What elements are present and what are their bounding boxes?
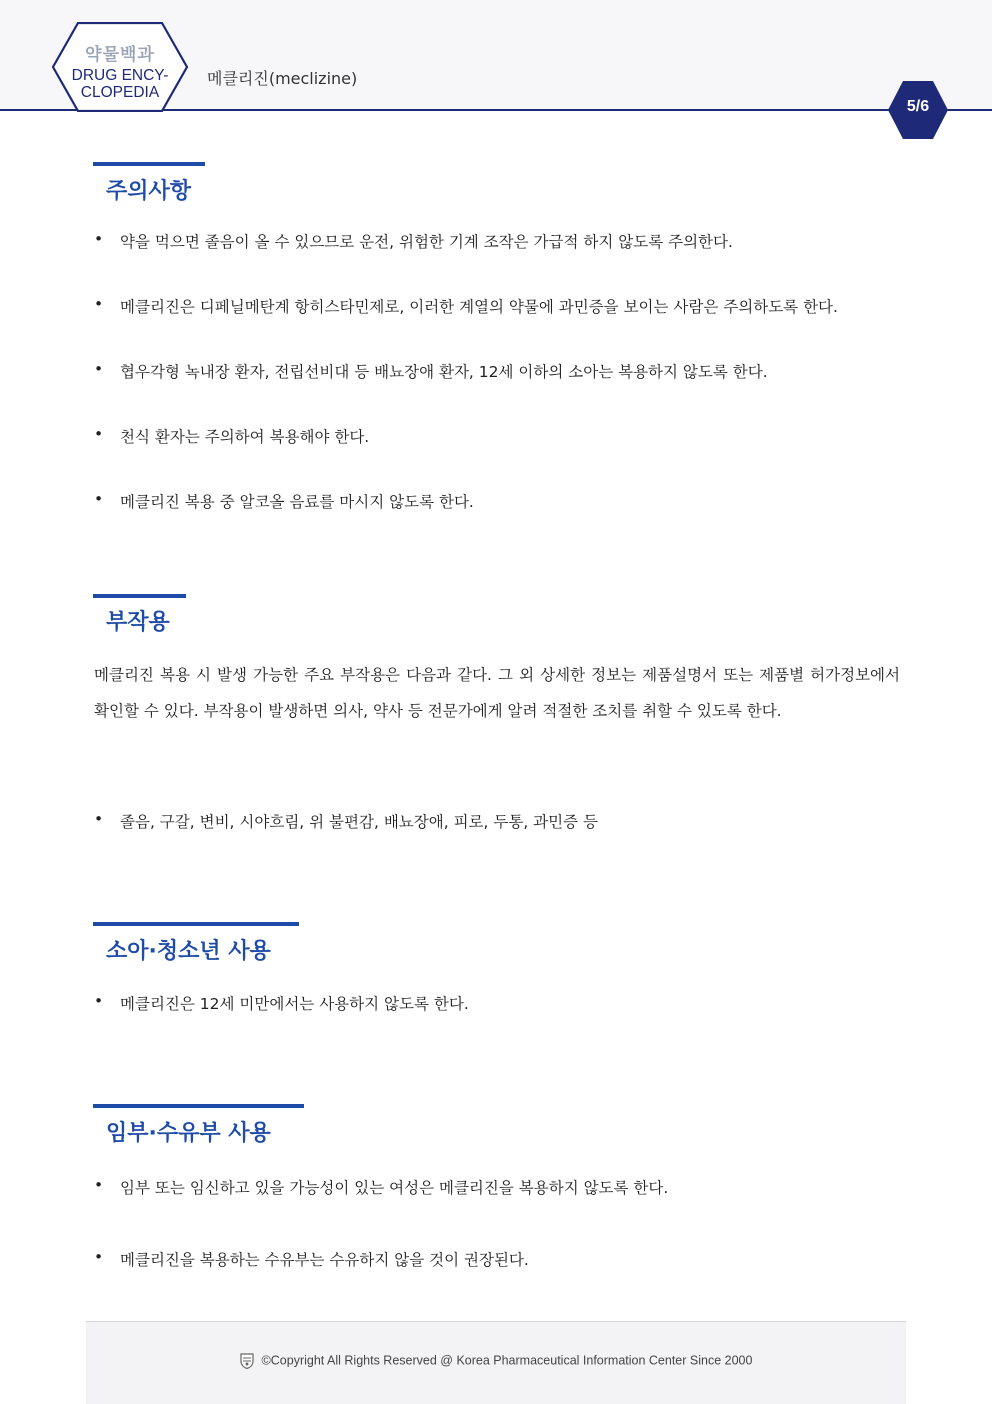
logo-subtitle-line2: CLOPEDIA <box>80 84 160 101</box>
section-heading-pediatric: 소아·청소년 사용 <box>106 939 271 964</box>
list-item: • 메클리진을 복용하는 수유부는 수유하지 않을 것이 권장된다. <box>94 1248 668 1270</box>
list-item: • 임부 또는 임신하고 있을 가능성이 있는 여성은 메클리진을 복용하지 않도록 한다. <box>94 1176 668 1248</box>
pediatric-list <box>94 992 469 1014</box>
section-bar-pediatric <box>93 922 299 926</box>
section-heading-precautions: 주의사항 <box>106 179 192 204</box>
section-heading-side-effects: 부작용 <box>106 610 170 635</box>
list-item: • 졸음, 구갈, 변비, 시야흐림, 위 불편감, 배뇨장애, 피로, 두통, 과민증 등 <box>94 810 598 832</box>
logo-title: 약물백과 <box>85 45 155 65</box>
footer <box>86 1321 906 1404</box>
section-bar-pregnancy <box>93 1104 304 1108</box>
footer-content <box>86 1353 906 1369</box>
logo-subtitle-line1: DRUG ENCY- <box>71 67 169 84</box>
list-item: • 메클리진은 디페닐메탄계 항히스타민제로, 이러한 계열의 약물에 과민증을 보이는 사람은 주의하도록 한다. <box>94 295 838 360</box>
logo-subtitle <box>58 67 182 101</box>
section-bar-precautions <box>93 162 205 166</box>
side-effects-list <box>94 810 598 832</box>
side-effects-paragraph: 메클리진 복용 시 발생 가능한 주요 부작용은 다음과 같다. 그 외 상세한 정보는 제품설명서 또는 제품별 허가정보에서 확인할 수 있다. 부작용이 발생하면 의사, 약사 등 전문가에게 알려 적절한 조치를 취할 수 있도록 한다. <box>94 666 900 720</box>
precautions-list <box>94 230 838 555</box>
section-bar-side-effects <box>93 594 186 598</box>
list-item: • 천식 환자는 주의하여 복용해야 한다. <box>94 425 838 490</box>
document-title: 메클리진(meclizine) <box>207 69 358 88</box>
page-indicator: 5/6 <box>906 98 930 115</box>
list-item: • 메클리진 복용 중 알코올 음료를 마시지 않도록 한다. <box>94 490 838 555</box>
list-item: • 협우각형 녹내장 환자, 전립선비대 등 배뇨장애 환자, 12세 이하의 소아는 복용하지 않도록 한다. <box>94 360 838 425</box>
section-heading-pregnancy: 임부·수유부 사용 <box>106 1121 271 1146</box>
pregnancy-list <box>94 1176 668 1270</box>
copyright-text: ©Copyright All Rights Reserved @ Korea Pharmaceutical Information Center Since 2000 <box>261 1353 753 1368</box>
institution-crest-icon <box>240 1353 254 1369</box>
list-item: • 메클리진은 12세 미만에서는 사용하지 않도록 한다. <box>94 992 469 1014</box>
list-item: • 약을 먹으면 졸음이 올 수 있으므로 운전, 위험한 기계 조작은 가급적 하지 않도록 주의한다. <box>94 230 838 295</box>
